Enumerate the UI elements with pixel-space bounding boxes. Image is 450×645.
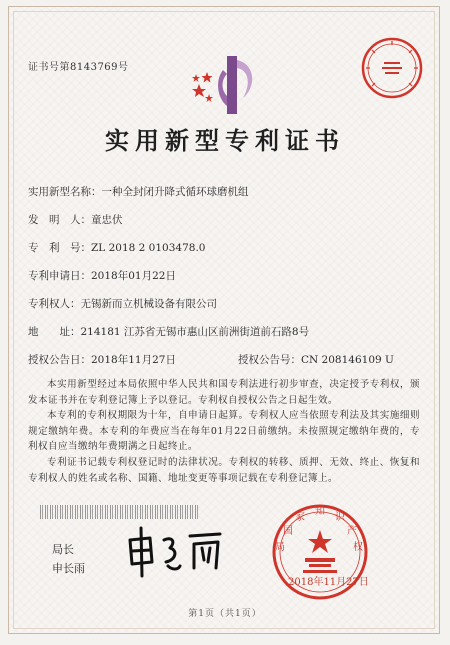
address-field (28, 324, 309, 339)
paragraph-status: 专利证书记载专利权登记时的法律状况。专利权的转移、质押、无效、终止、恢复和专利权人的姓名或名称、国籍、地址变更等事项记载在专利登记簿上。 (28, 457, 420, 484)
patent-number-label: 专 利 号： (28, 242, 91, 254)
filing-date-value: 2018年01月22日 (91, 270, 176, 282)
inventor-label: 发 明 人： (28, 214, 91, 226)
svg-text:局: 局 (275, 542, 285, 553)
official-seal-main-icon (265, 500, 375, 605)
page-number: 第1页（共1页） (188, 609, 262, 619)
grant-date-value: 2018年11月27日 (91, 354, 176, 366)
filing-date-label: 专利申请日： (28, 270, 91, 282)
patent-number-value: ZL 2018 2 0103478.0 (91, 242, 206, 254)
address-value: 214181 江苏省无锡市惠山区前洲街道前石路8号 (80, 326, 310, 338)
certificate-title: 实用新型专利证书 (105, 126, 345, 155)
seal-date: 2018年11月27日 (288, 577, 369, 588)
inventor-field (28, 212, 123, 227)
director-title: 局长 (52, 543, 74, 556)
svg-text:识: 识 (335, 512, 345, 523)
grant-number-value: CN 208146109 U (301, 354, 394, 366)
paragraph-term: 本专利的专利权期限为十年，自申请日起算。专利权人应当依照专利法及其实施细则规定缴纳年费。本专利的年费应当在每年01月22日前缴纳。未按照规定缴纳年费的，专利权自应当缴纳年费期满之日起终止。 (28, 410, 420, 452)
svg-text:知: 知 (315, 506, 325, 517)
utility-name-field (28, 184, 249, 199)
patentee-label: 专利权人： (28, 298, 81, 310)
official-seal-top-icon (360, 36, 424, 100)
filing-date-field (28, 268, 176, 283)
utility-name-label: 实用新型名称： (28, 186, 102, 198)
patent-number-field (28, 240, 205, 255)
paragraph-grant: 本实用新型经过本局依照中华人民共和国专利法进行初步审查，决定授予专利权，颁发本证书并在专利登记簿上予以登记。专利权自授权公告之日起生效。 (28, 379, 420, 406)
grant-date-field (28, 352, 176, 367)
barcode (40, 505, 200, 519)
svg-text:国: 国 (283, 526, 293, 537)
grant-number-field (238, 352, 394, 367)
grant-number-label: 授权公告号： (238, 354, 301, 366)
patentee-field (28, 296, 217, 311)
grant-date-label: 授权公告日： (28, 354, 91, 366)
utility-name-value: 一种全封闭升降式循环球磨机组 (101, 186, 249, 198)
certificate-number: 证书号第8143769号 (28, 62, 129, 73)
patentee-value: 无锡新而立机械设备有限公司 (80, 298, 217, 310)
director-signature-icon (120, 520, 230, 580)
inventor-value: 童忠伏 (91, 214, 123, 226)
svg-text:产: 产 (347, 526, 357, 537)
svg-text:家: 家 (295, 512, 305, 523)
address-label: 地 址： (28, 326, 81, 338)
director-name: 申长雨 (52, 562, 85, 575)
cnipa-logo-icon (185, 50, 265, 120)
svg-text:权: 权 (353, 542, 363, 553)
